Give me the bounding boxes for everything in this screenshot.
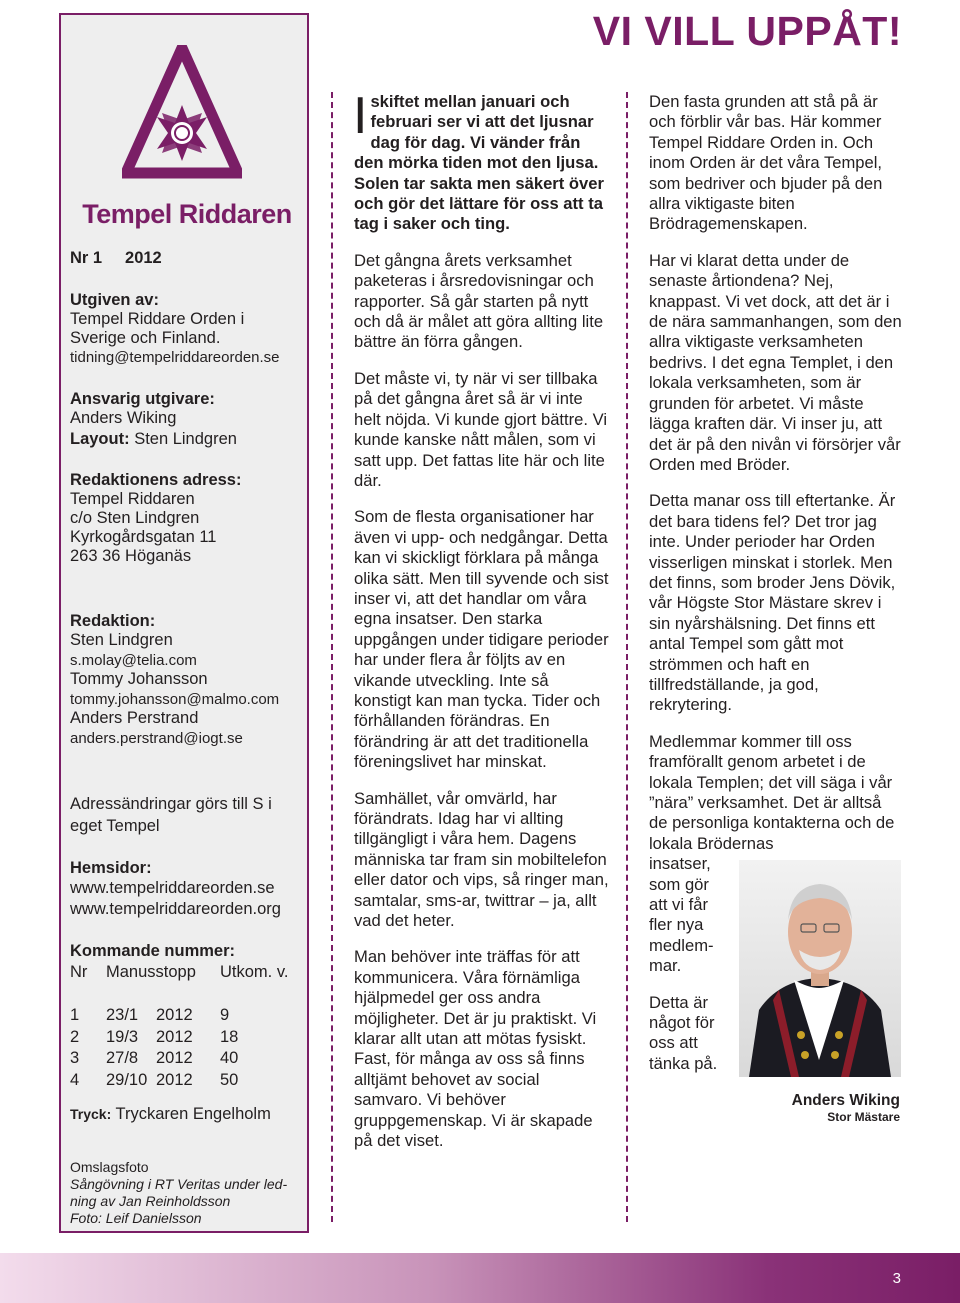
address-line: c/o Sten Lindgren bbox=[70, 509, 200, 527]
upcoming-header: Manusstopp bbox=[106, 963, 196, 981]
upcoming-cell: 23/1 bbox=[106, 1006, 139, 1024]
temple-knights-emblem-icon bbox=[122, 45, 242, 180]
upcoming-header: Nr bbox=[70, 963, 88, 981]
article-paragraph: Detta manar oss till eftertanke. Är det bara tidens fel? Det tror jag inte. Under perioder har Orden visserligen minskat i storlek. Men det finns, som broder Jens Dövik, vår Högste Stor Mästare skrev i sin nyårshälsning. Det finns ett antal Tempel som gått mot strömmen och haft en tillfredställande, ja god, rekrytering. bbox=[649, 491, 896, 715]
address-line: Kyrkogårdsgatan 11 bbox=[70, 528, 217, 546]
upcoming-cell: 3 bbox=[70, 1049, 80, 1067]
article-paragraph: Den fasta grunden att stå på är och förblir vår bas. Här kommer Tempel Riddare Orden in. Och inom Orden är det våra Tempel, som bedriver och bjuder på den allra viktigaste biten Brödragemenskapen. bbox=[649, 92, 883, 234]
cover-credit-line: ning av Jan Reinholdsson bbox=[70, 1193, 231, 1209]
cover-photo-label: Omslagsfoto bbox=[70, 1159, 149, 1175]
headline: VI VILL UPPÅT! bbox=[592, 8, 902, 54]
issue-number: Nr 1 bbox=[70, 249, 103, 267]
wrap-line: fler nya bbox=[649, 915, 704, 935]
wrap-line: något för bbox=[649, 1013, 715, 1033]
author-portrait bbox=[739, 860, 901, 1077]
upcoming-cell: 19/3 bbox=[106, 1028, 139, 1046]
responsible-name: Anders Wiking bbox=[70, 409, 177, 427]
issue-line bbox=[70, 249, 162, 269]
responsible-label: Ansvarig utgivare: bbox=[70, 390, 215, 408]
article-paragraph: Medlemmar kommer till oss framförallt genom arbetet i de lokala Templen; det vill säga i vår ”nära” verksamhet. Det är alltså de personliga kontakterna och de lokala Brödernas bbox=[649, 731, 895, 853]
website-link[interactable]: www.tempelriddareorden.se bbox=[70, 879, 275, 897]
editor-name: Anders Perstrand bbox=[70, 709, 199, 727]
wrap-line: oss att bbox=[649, 1033, 698, 1053]
upcoming-cell: 9 bbox=[220, 1006, 230, 1024]
editor-name: Tommy Johansson bbox=[70, 670, 208, 688]
upcoming-cell: 2012 bbox=[156, 1071, 193, 1089]
wrap-line: mar. bbox=[649, 956, 682, 976]
wrap-line: att vi får bbox=[649, 895, 709, 915]
upcoming-cell: 29/10 bbox=[106, 1071, 148, 1089]
article-paragraph: Som de flesta organisationer har även vi upp- och nedgångar. Detta kan vi skickligt förklara på många olika sätt. Men till syvende och sist inser vi, att det handlar om våra egna insatser. Den starka uppgången under tidigare perioder har under flera år följts av en vikande utveckling. Inte så konstigt kan man tycka. Tider och förhållanden förändras. En förändring är att det traditionella föreningslivet har minskat. bbox=[354, 507, 609, 772]
cover-photo-credit bbox=[70, 1159, 305, 1227]
logo-wordmark: Tempel Riddaren bbox=[82, 199, 292, 229]
print-name: Tryckaren Engelholm bbox=[115, 1105, 271, 1123]
address-label: Redaktionens adress: bbox=[70, 471, 242, 489]
lead-text: skiftet mellan januari och februari ser vi att det ljusnar dag för dag. Vi vänder från den mörka tiden mot den ljusa. Solen tar sakta men säkert över och gör det lättare för oss att ta tag i saker och ting. bbox=[354, 92, 604, 234]
website-link[interactable]: www.tempelriddareorden.org bbox=[70, 900, 281, 918]
address-change-line: eget Tempel bbox=[70, 817, 160, 835]
layout-label: Layout: bbox=[70, 430, 130, 448]
print-label: Tryck: bbox=[70, 1106, 112, 1122]
upcoming-cell: 4 bbox=[70, 1071, 80, 1089]
published-by-label: Utgiven av: bbox=[70, 291, 159, 309]
article-paragraph: Samhället, vår omvärld, har förändrats. Idag har vi allting tillgängligt i våra hem. Dagens människa tar fram sin mobiltelefon eller dator och vips, så ringer man, samtalar, sms-ar, twittrar – ja, allt vad det heter. bbox=[354, 788, 609, 931]
editor-email: s.molay@telia.com bbox=[70, 652, 197, 669]
editor-email: tommy.johansson@malmo.com bbox=[70, 691, 280, 708]
column-divider bbox=[331, 92, 333, 1222]
print-line bbox=[70, 1105, 271, 1125]
wrap-line: Detta är bbox=[649, 992, 709, 1012]
address-line: 263 36 Höganäs bbox=[70, 547, 192, 565]
upcoming-cell: 2012 bbox=[156, 1028, 193, 1046]
article-paragraph: Det gångna årets verksamhet paketeras i årsredovisningar och rapporter. Så går starten på nytt och då är målet att göra allting lite bättre än förra gången. bbox=[354, 250, 604, 352]
masthead-sidebar bbox=[59, 13, 309, 1233]
upcoming-cell: 27/8 bbox=[106, 1049, 139, 1067]
upcoming-cell: 2012 bbox=[156, 1049, 193, 1067]
photo-caption-name: Anders Wiking bbox=[791, 1092, 900, 1109]
publisher-line: Tempel Riddare Orden i bbox=[70, 310, 245, 328]
page-number: 3 bbox=[892, 1270, 901, 1287]
lead-paragraph bbox=[353, 87, 609, 235]
drop-cap: I bbox=[353, 87, 368, 145]
upcoming-issues-label: Kommande nummer: bbox=[70, 942, 236, 960]
wrap-line: medlem- bbox=[649, 935, 714, 955]
upcoming-header: Utkom. v. bbox=[220, 963, 289, 981]
article-paragraph: Man behöver inte träffas för att kommunicera. Våra förnämliga hjälpmedel ger oss andra möjligheter. Det är ju praktiskt. Vi klarar allt utan att mötas fysiskt. Fast, för många av oss så finns alltjämt behovet av social samvaro. Vi behöver gruppgemenskap. Vi är skapade på det viset. bbox=[354, 947, 597, 1151]
upcoming-cell: 2012 bbox=[156, 1006, 193, 1024]
footer-band bbox=[0, 1253, 960, 1303]
editor-name: Sten Lindgren bbox=[70, 631, 173, 649]
address-change-line: Adressändringar görs till S i bbox=[70, 795, 272, 813]
publisher-email: tidning@tempelriddareorden.se bbox=[70, 349, 280, 366]
wrap-line: insatser, bbox=[649, 854, 711, 874]
wrap-line: tänka på. bbox=[649, 1053, 718, 1073]
editorial-label: Redaktion: bbox=[70, 612, 156, 630]
article-paragraph: Det måste vi, ty när vi ser tillbaka på det gångna året så är vi inte helt nöjda. Vi kunde gjort bättre. Vi kunde kanske nått målen, som vi satt upp. Det fattas lite här och lite där. bbox=[354, 368, 608, 490]
upcoming-cell: 18 bbox=[220, 1028, 239, 1046]
upcoming-cell: 50 bbox=[220, 1071, 239, 1089]
websites-label: Hemsidor: bbox=[70, 859, 152, 877]
upcoming-cell: 1 bbox=[70, 1006, 80, 1024]
editor-email: anders.perstrand@iogt.se bbox=[70, 730, 243, 747]
article-paragraph: Har vi klarat detta under de senaste årtiondena? Nej, knappast. Vi vet dock, att det är i de nära sammanhangen, som den allra viktigaste verksamheten bedrivs. I det egna Templet, i den lokala verksamheten, som är grunden för arbetet. Vi måste lägga kraften där. Vi inser ju, att det är på den nivån vi försörjer vår Orden med Bröder. bbox=[649, 250, 902, 474]
cover-credit-line: Sångövning i RT Veritas under led- bbox=[70, 1176, 288, 1192]
cover-credit-line: Foto: Leif Danielsson bbox=[70, 1210, 202, 1226]
publisher-line: Sverige och Finland. bbox=[70, 329, 221, 347]
photo-caption-title: Stor Mästare bbox=[827, 1110, 900, 1124]
wrap-line: som gör bbox=[649, 874, 709, 894]
article-column-1 bbox=[353, 87, 609, 1168]
upcoming-cell: 2 bbox=[70, 1028, 80, 1046]
issue-year: 2012 bbox=[125, 249, 162, 267]
address-line: Tempel Riddaren bbox=[70, 490, 195, 508]
upcoming-cell: 40 bbox=[220, 1049, 239, 1067]
layout-name: Sten Lindgren bbox=[134, 430, 237, 448]
layout-line bbox=[70, 430, 237, 450]
column-divider bbox=[626, 92, 628, 1222]
